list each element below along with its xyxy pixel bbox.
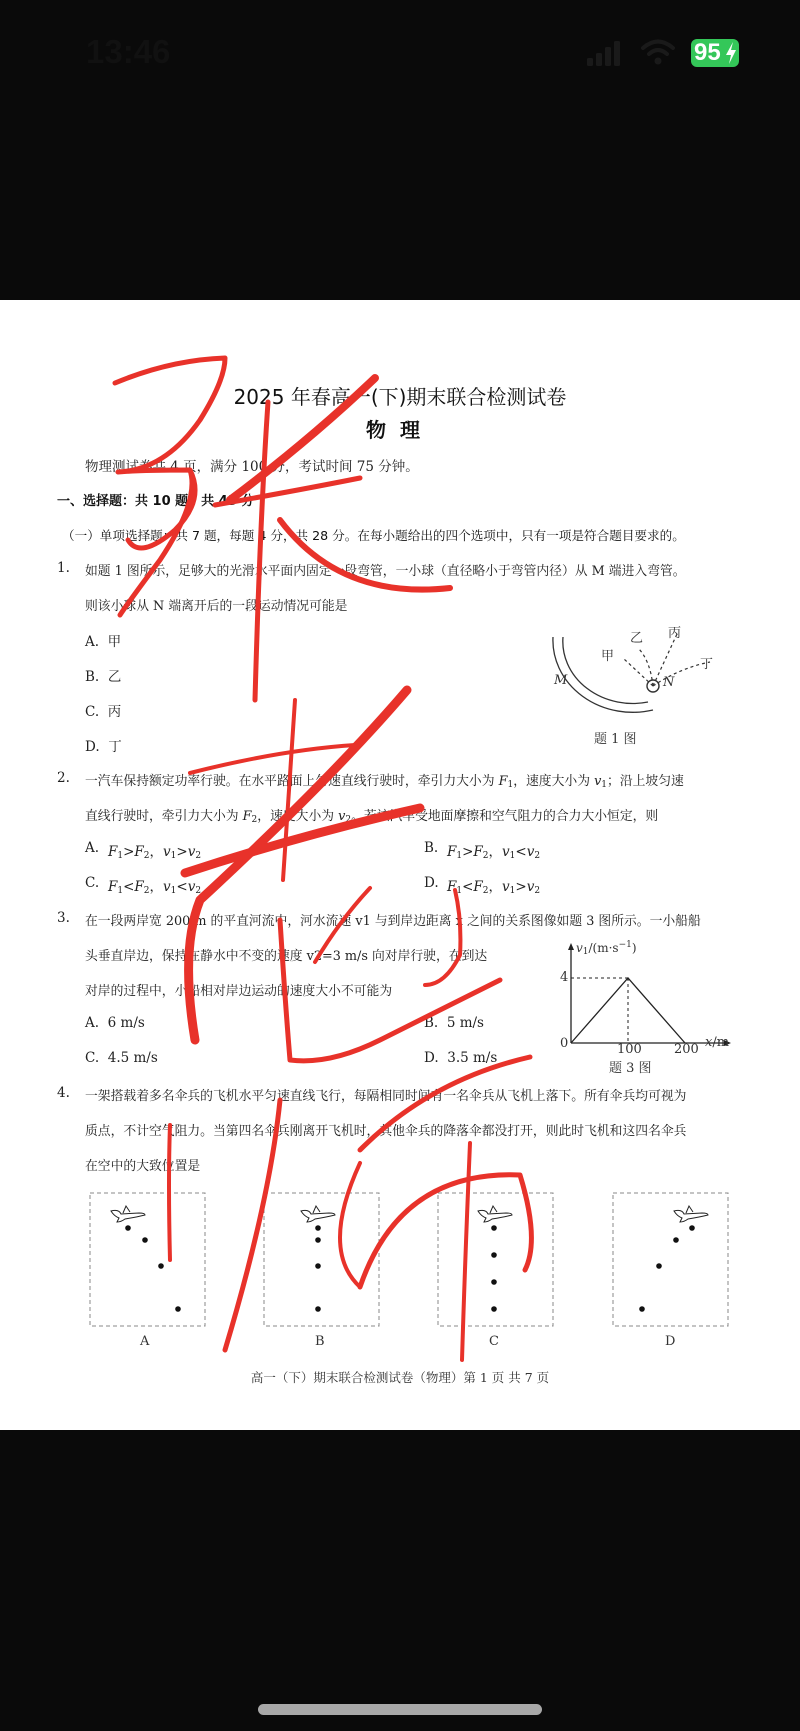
question-number: 2. <box>57 770 70 786</box>
status-bar <box>0 0 800 100</box>
figure-label-ding: 丁 <box>700 657 714 672</box>
option-d-label: D <box>665 1334 676 1349</box>
question-text: 质点，不计空气阻力。当第四名伞兵刚离开飞机时，其他伞兵的降落伞都没打开，则此时飞机和这四名伞兵 <box>85 1124 687 1139</box>
question-number: 1. <box>57 560 70 576</box>
option-a-value: $F_1>F_2$，$v_1>v_2$ <box>108 844 202 861</box>
question-number: 4. <box>57 1085 70 1101</box>
exam-subject: 物理 <box>366 418 434 442</box>
option-d: D. 3.5 m/s <box>424 1050 498 1066</box>
figure-3-caption: 题 3 图 <box>609 1061 652 1076</box>
option-b: B. 5 m/s <box>424 1015 484 1031</box>
option-d: D. <box>424 875 439 891</box>
airplane-icon <box>674 1206 708 1222</box>
figure-1-caption: 题 1 图 <box>594 732 637 747</box>
figure-label-bing: 丙 <box>668 626 682 641</box>
battery-charging-icon <box>725 42 737 64</box>
option-b-label: B <box>315 1334 325 1349</box>
option-a-diagram <box>89 1192 207 1328</box>
chart-origin: 0 <box>560 1036 569 1051</box>
question-text: 一架搭载着多名伞兵的飞机水平匀速直线飞行，每隔相同时间有一名伞兵从飞机上落下。所有伞兵均可视为 <box>85 1089 687 1104</box>
subsection-heading: （一）单项选择题：共 7 题，每题 4 分，共 28 分。在每小题给出的四个选项中，只有一项是符合题目要求的。 <box>62 528 685 543</box>
battery-indicator <box>691 39 739 67</box>
figure-label-jia: 甲 <box>601 649 615 664</box>
exam-title: 2025 年春高一(下)期末联合检测试卷 <box>233 385 567 409</box>
figure-label-yi: 乙 <box>630 631 644 646</box>
airplane-icon <box>301 1206 335 1222</box>
option-a: A. 6 m/s <box>85 1015 145 1031</box>
home-indicator[interactable] <box>258 1704 542 1715</box>
option-d: D. 丁 <box>85 739 122 755</box>
question-text: 一汽车保持额定功率行驶。在水平路面上匀速直线行驶时，牵引力大小为 $F_1$，速度大小为 $v_1$；沿上坡匀速 <box>85 774 684 790</box>
option-b: B. <box>424 840 439 856</box>
figure-label-m: M <box>554 673 568 688</box>
option-b: B. 乙 <box>85 669 122 685</box>
option-d-value: $F_1<F_2$，$v_1>v_2$ <box>447 879 541 896</box>
signal-icon <box>585 40 625 66</box>
chart-x-tick: 100 <box>617 1042 642 1057</box>
option-c: C. <box>85 875 100 891</box>
option-b-diagram <box>263 1192 381 1328</box>
option-c-diagram <box>437 1192 555 1328</box>
option-a-label: A <box>140 1334 150 1349</box>
option-a: A. 甲 <box>85 634 122 650</box>
chart-x-label: x/m <box>705 1035 730 1050</box>
option-d-diagram <box>612 1192 730 1328</box>
page-footer: 高一（下）期末联合检测试卷（物理）第 1 页 共 7 页 <box>250 1370 550 1385</box>
chart-y-label: $v_1/(m\cdot s^{-1})$ <box>576 940 637 957</box>
exam-page <box>0 300 800 1430</box>
question-text: 如题 1 图所示，足够大的光滑水平面内固定一段弯管，一小球（直径略小于弯管内径）从 M 端进入弯管。 <box>85 564 686 579</box>
option-c: C. 丙 <box>85 704 122 720</box>
status-time: 13:46 <box>86 33 171 70</box>
exam-intro: 物理测试卷共 4 页，满分 100 分，考试时间 75 分钟。 <box>85 459 419 475</box>
section-heading: 一、选择题：共 10 题，共 43 分 <box>57 494 255 509</box>
question-text: 对岸的过程中，小船相对岸边运动的速度大小不可能为 <box>85 984 393 999</box>
wifi-icon <box>640 38 676 66</box>
airplane-icon <box>478 1206 512 1222</box>
chart-y-tick: 4 <box>560 970 569 985</box>
option-a: A. <box>85 840 100 856</box>
question-number: 3. <box>57 910 70 926</box>
airplane-icon <box>111 1206 145 1222</box>
question-text: 头垂直岸边，保持在静水中不变的速度 v2=3 m/s 向对岸行驶，在到达 <box>85 949 488 964</box>
question-text: 在空中的大致位置是 <box>85 1159 201 1174</box>
option-c: C. 4.5 m/s <box>85 1050 158 1066</box>
battery-level: 95 <box>694 39 721 66</box>
option-b-value: $F_1>F_2$，$v_1<v_2$ <box>447 844 541 861</box>
chart-x-tick: 200 <box>674 1042 699 1057</box>
option-c-label: C <box>489 1334 499 1349</box>
option-c-value: $F_1<F_2$，$v_1<v_2$ <box>108 879 202 896</box>
figure-label-n: N <box>663 675 675 690</box>
question-text: 直线行驶时，牵引力大小为 $F_2$，速度大小为 $v_2$。若该汽车受地面摩擦和空气阻力的合力大小恒定，则 <box>85 809 659 825</box>
question-text: 在一段两岸宽 200 m 的平直河流中，河水流速 v1 与到岸边距离 x 之间的关系图像如题 3 图所示。一小船船 <box>85 914 701 929</box>
question-text: 则该小球从 N 端离开后的一段运动情况可能是 <box>85 599 348 614</box>
